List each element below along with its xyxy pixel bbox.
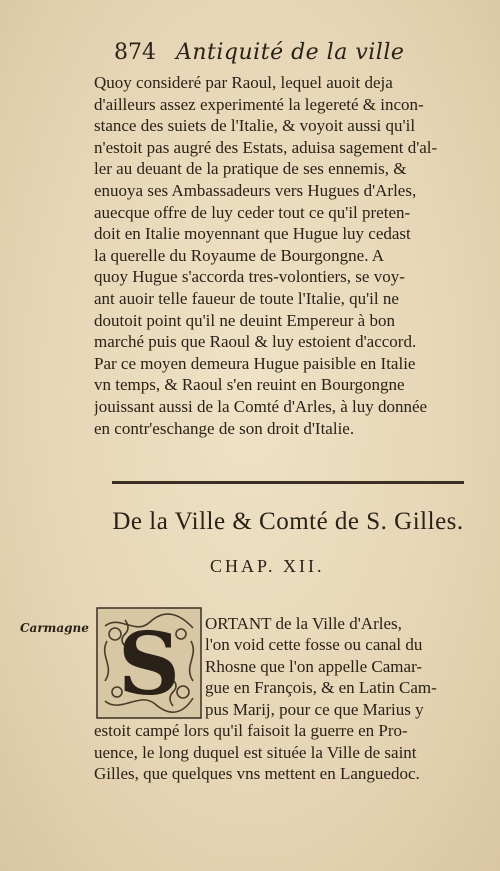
- margin-note: Carmagne: [20, 621, 89, 635]
- text-line: l'on void cette fosse ou canal du: [205, 635, 423, 655]
- text-line: quoy Hugue s'accorda tres-volontiers, se voy-: [94, 267, 405, 287]
- text-line: gue en François, & en Latin Cam-: [205, 678, 437, 698]
- decorated-initial: [95, 606, 203, 720]
- text-line: d'ailleurs assez experimenté la legereté & incon-: [94, 94, 424, 114]
- ornament-initial-icon: [95, 606, 203, 720]
- text-line: estoit campé lors qu'il faisoit la guerre en Pro-: [94, 721, 408, 740]
- text-line: la querelle du Royaume de Bourgongne. A: [94, 245, 385, 265]
- text-line: Gilles, que quelques vns mettent en Languedoc.: [94, 764, 420, 784]
- text-line: n'estoit pas augré des Estats, aduisa sagement d'al-: [94, 137, 438, 157]
- text-line: enuoya ses Ambassadeurs vers Hugues d'Arles,: [94, 180, 417, 200]
- page-header: [114, 40, 444, 74]
- text-line: vn temps, & Raoul s'en reuint en Bourgongne: [94, 375, 405, 395]
- text-line: pus Marij, pour ce que Marius y: [205, 699, 424, 719]
- text-line: jouissant aussi de la Comté d'Arles, à luy donnée: [94, 396, 428, 416]
- chapter-body-lines: [94, 720, 474, 785]
- text-line: stance des suiets de l'Italie, & voyoit aussi qu'il: [94, 116, 416, 136]
- text-line: Rhosne que l'on appelle Camar-: [205, 656, 423, 676]
- text-line: ler au deuant de la pratique de ses ennemis, &: [94, 159, 407, 179]
- body-paragraph: [94, 72, 474, 439]
- text-line: Quoy consideré par Raoul, lequel auoit deja: [94, 73, 393, 92]
- text-line: uence, le long duquel est située la Ville de saint: [94, 742, 417, 762]
- page-number: 874: [114, 40, 156, 65]
- section-divider: [112, 481, 464, 484]
- chapter-heading: CHAP. XII.: [210, 556, 325, 576]
- text-line: doutoit point qu'il ne deuint Empereur à bon: [94, 310, 395, 330]
- text-line: en contr'eschange de son droit d'Italie.: [94, 418, 355, 438]
- text-line: auecque offre de luy ceder tout ce qu'il preten-: [94, 202, 411, 222]
- text-line: ant auoir telle faueur de toute l'Italie, qu'il ne: [94, 288, 399, 308]
- dropcap-letter: S: [117, 614, 181, 715]
- chapter-opening-lines: [205, 613, 475, 720]
- text-line: ORTANT de la Ville d'Arles,: [205, 614, 402, 633]
- text-line: marché puis que Raoul & luy estoient d'accord.: [94, 332, 417, 352]
- section-title: De la Ville & Comté de S. Gilles.: [112, 508, 464, 535]
- text-line: Par ce moyen demeura Hugue paisible en Italie: [94, 353, 416, 373]
- text-line: doit en Italie moyennant que Hugue luy cedast: [94, 224, 411, 244]
- running-head: Antiquité de la ville: [176, 40, 405, 65]
